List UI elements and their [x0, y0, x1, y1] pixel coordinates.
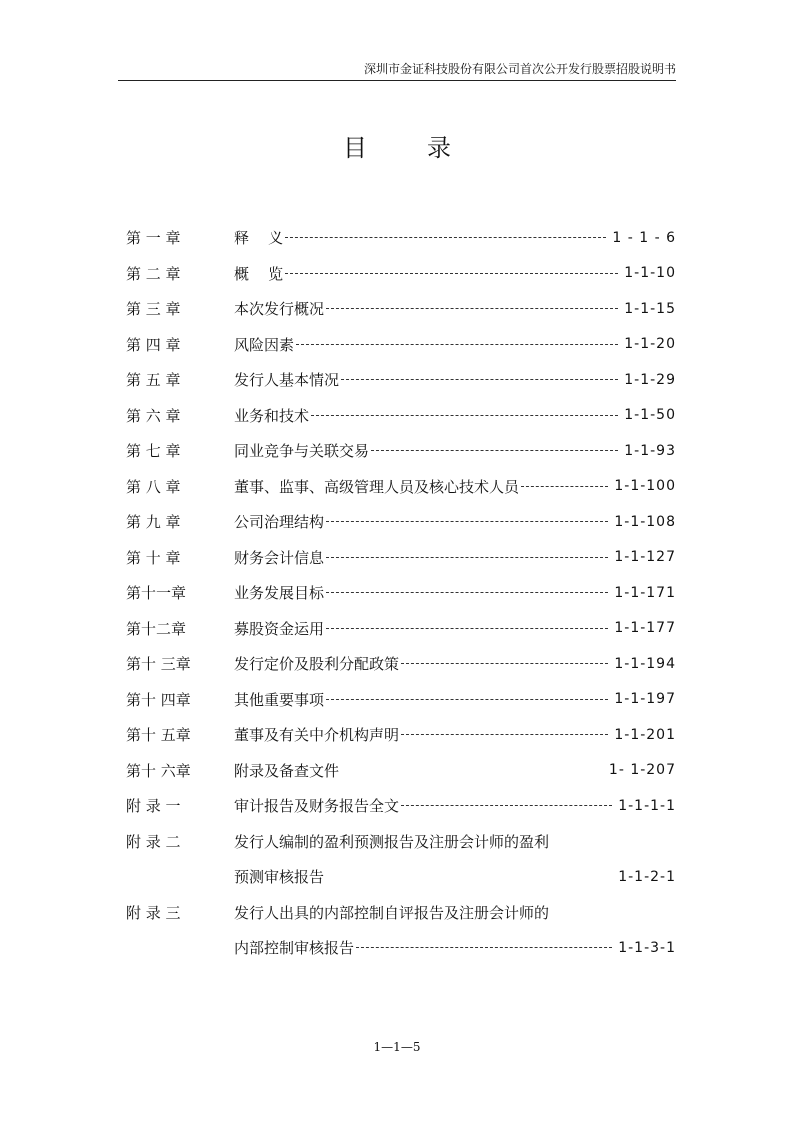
- toc-title: 概 览: [234, 264, 284, 283]
- toc-chapter: 第十 五章: [126, 726, 191, 745]
- toc-leader: [296, 344, 618, 345]
- toc-chapter: 第十 六章: [126, 761, 191, 780]
- toc-row[interactable]: [126, 362, 676, 398]
- toc-title: 发行人出具的内部控制自评报告及注册会计师的: [234, 903, 550, 922]
- toc-page: 1-1-3-1: [618, 939, 676, 956]
- header-text: 深圳市金证科技股份有限公司首次公开发行股票招股说明书: [363, 62, 676, 76]
- toc-page: 1 - 1 - 6: [612, 229, 676, 246]
- toc-title: 发行定价及股利分配政策: [234, 655, 400, 674]
- toc-row[interactable]: [126, 682, 676, 718]
- toc-title: 风险因素: [234, 335, 295, 354]
- toc-page: 1-1-1-1: [618, 797, 676, 814]
- toc-title: 业务和技术: [234, 406, 310, 425]
- toc-page: 1-1-100: [614, 478, 676, 495]
- toc-chapter: 第 八 章: [126, 477, 181, 496]
- toc-page: 1-1-197: [614, 691, 676, 708]
- title-char-right: 录: [427, 134, 451, 162]
- toc-page: 1-1-201: [614, 726, 676, 743]
- toc-chapter: 第 十 章: [126, 548, 181, 567]
- toc-title: 董事、监事、高级管理人员及核心技术人员: [234, 477, 520, 496]
- title-char-left: 目: [343, 134, 367, 162]
- toc-page: 1-1-29: [624, 371, 676, 388]
- toc-chapter: 附 录 三: [126, 903, 181, 922]
- toc-title: 内部控制审核报告: [234, 939, 355, 958]
- toc-row[interactable]: [126, 291, 676, 327]
- toc-leader: [326, 876, 612, 877]
- toc-leader: [401, 805, 612, 806]
- toc-row[interactable]: [126, 398, 676, 434]
- toc-chapter: 第十 四章: [126, 690, 191, 709]
- toc-title: 公司治理结构: [234, 513, 325, 532]
- toc-chapter: 第 二 章: [126, 264, 181, 283]
- toc-page: 1-1-177: [614, 620, 676, 637]
- page-title: [0, 128, 794, 163]
- toc-page: 1-1-108: [614, 513, 676, 530]
- toc-row[interactable]: [126, 540, 676, 576]
- document-header: [118, 62, 676, 81]
- toc-chapter: 第 七 章: [126, 442, 181, 461]
- toc-leader: [401, 663, 608, 664]
- toc-row[interactable]: [126, 824, 676, 860]
- toc-row[interactable]: [126, 717, 676, 753]
- toc-leader: [326, 592, 608, 593]
- toc-leader: [311, 415, 618, 416]
- toc-chapter: 第 四 章: [126, 335, 181, 354]
- toc-leader: [341, 379, 618, 380]
- toc-row[interactable]: [126, 859, 676, 895]
- toc-chapter: 第 一 章: [126, 229, 181, 248]
- toc-row[interactable]: [126, 433, 676, 469]
- toc-page: 1-1-2-1: [618, 868, 676, 885]
- toc-row[interactable]: [126, 504, 676, 540]
- toc-page: 1-1-15: [624, 300, 676, 317]
- toc-title: 业务发展目标: [234, 584, 325, 603]
- toc-row[interactable]: [126, 646, 676, 682]
- toc-title: 财务会计信息: [234, 548, 325, 567]
- toc-chapter: 第 三 章: [126, 300, 181, 319]
- toc-title: 发行人编制的盈利预测报告及注册会计师的盈利: [234, 832, 550, 851]
- toc-row[interactable]: [126, 220, 676, 256]
- toc-leader: [371, 450, 618, 451]
- toc-leader: [326, 699, 608, 700]
- toc-title: 募股资金运用: [234, 619, 325, 638]
- toc-leader: [326, 521, 608, 522]
- page-number: 1—1—5: [373, 1040, 421, 1054]
- toc-row[interactable]: [126, 256, 676, 292]
- toc-title: 附录及备查文件: [234, 761, 340, 780]
- toc-page: 1-1-93: [624, 442, 676, 459]
- toc-leader: [356, 947, 612, 948]
- toc-leader: [401, 734, 608, 735]
- toc-page: 1-1-10: [624, 265, 676, 282]
- toc-title: 董事及有关中介机构声明: [234, 726, 400, 745]
- page-footer: [0, 1040, 794, 1054]
- toc-chapter: 附 录 二: [126, 832, 181, 851]
- toc-row[interactable]: [126, 327, 676, 363]
- toc-row[interactable]: [126, 575, 676, 611]
- toc-leader: [521, 486, 608, 487]
- toc-leader: [341, 770, 603, 771]
- toc-page: 1-1-50: [624, 407, 676, 424]
- toc-leader: [326, 557, 608, 558]
- toc-chapter: 第十二章: [126, 619, 187, 638]
- toc-row[interactable]: [126, 930, 676, 966]
- toc-title: 本次发行概况: [234, 300, 325, 319]
- toc-page: 1-1-20: [624, 336, 676, 353]
- toc-chapter: 附 录 一: [126, 797, 181, 816]
- toc-page: 1-1-171: [614, 584, 676, 601]
- toc-title: 预测审核报告: [234, 868, 325, 887]
- toc-leader: [326, 628, 608, 629]
- toc-row[interactable]: [126, 788, 676, 824]
- toc-chapter: 第 六 章: [126, 406, 181, 425]
- toc-title: 同业竞争与关联交易: [234, 442, 370, 461]
- toc-chapter: 第十一章: [126, 584, 187, 603]
- toc-title: 发行人基本情况: [234, 371, 340, 390]
- toc-row[interactable]: [126, 469, 676, 505]
- toc-chapter: 第十 三章: [126, 655, 191, 674]
- toc-page: 1-1-194: [614, 655, 676, 672]
- toc-chapter: 第 五 章: [126, 371, 181, 390]
- toc-title: 审计报告及财务报告全文: [234, 797, 400, 816]
- toc-title: 其他重要事项: [234, 690, 325, 709]
- toc-page: 1- 1-207: [608, 762, 676, 779]
- toc-row[interactable]: [126, 611, 676, 647]
- toc-leader: [326, 308, 618, 309]
- toc-row[interactable]: [126, 895, 676, 931]
- toc-leader: [285, 237, 606, 238]
- toc-title: 释 义: [234, 229, 284, 248]
- toc-leader: [285, 273, 618, 274]
- toc-row[interactable]: [126, 753, 676, 789]
- toc-chapter: 第 九 章: [126, 513, 181, 532]
- table-of-contents: [126, 220, 676, 966]
- toc-page: 1-1-127: [614, 549, 676, 566]
